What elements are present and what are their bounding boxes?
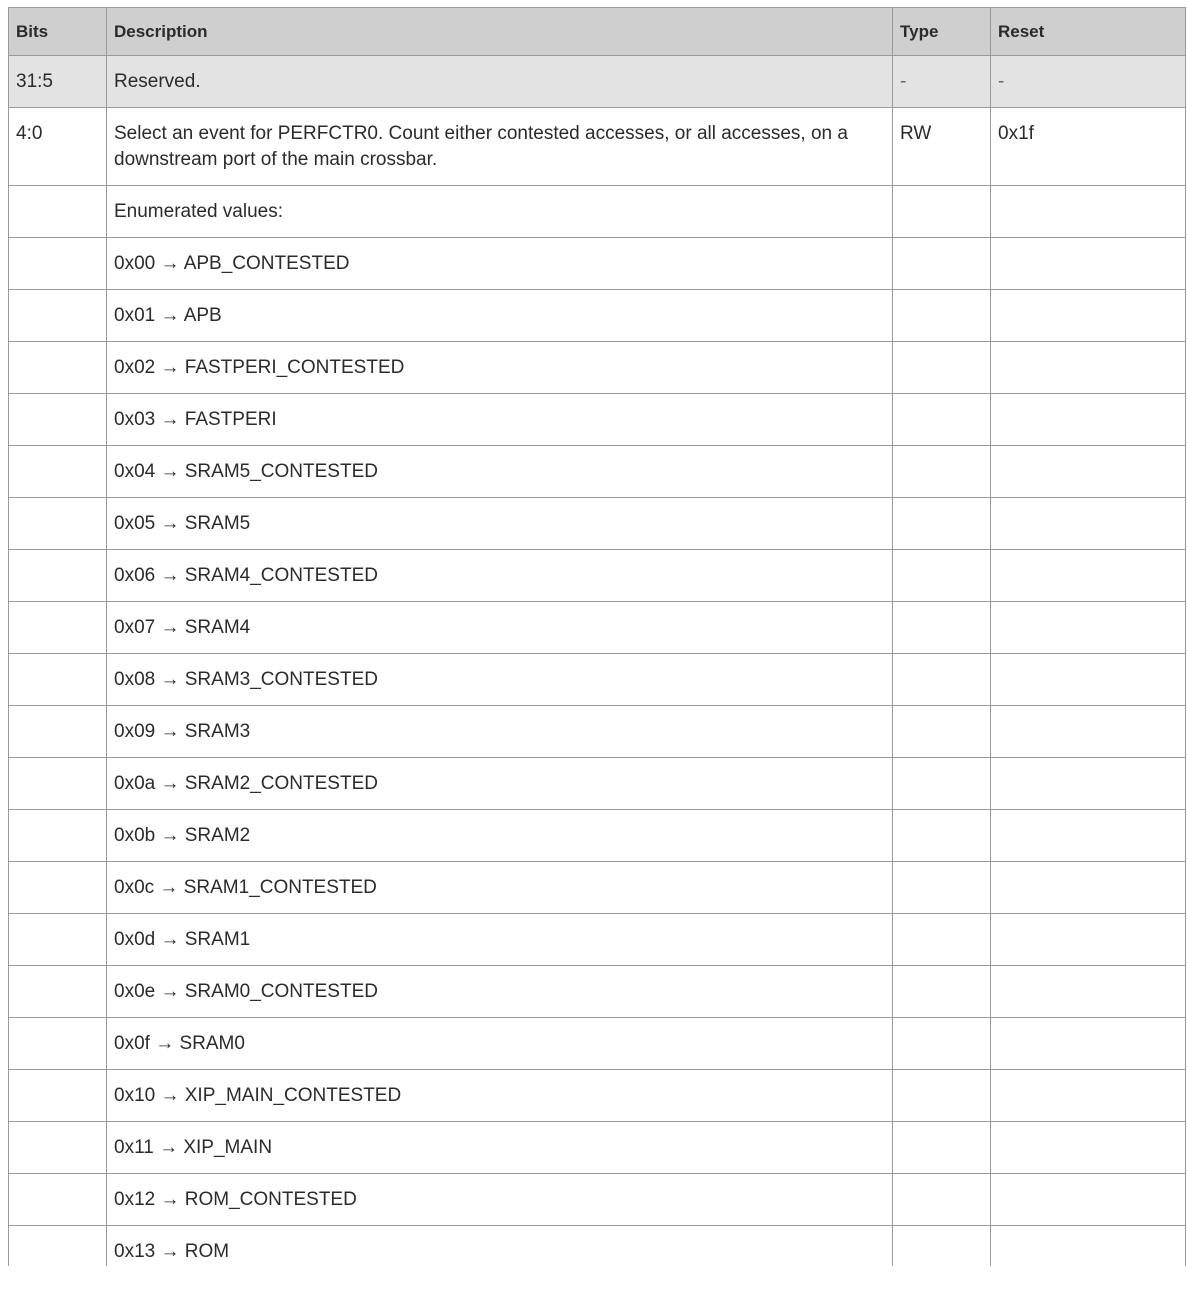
cell-type-empty [893,550,991,602]
cell-bits-empty [9,1122,107,1174]
table-row-enum-value [9,706,1186,758]
table-header-row [9,8,1186,56]
cell-bits-empty [9,862,107,914]
cell-reset-empty [991,602,1186,654]
cell-type-empty [893,810,991,862]
cell-bits-empty [9,758,107,810]
table-row-enum-value [9,1070,1186,1122]
cell-reset-empty [991,394,1186,446]
table-row-enum-value [9,966,1186,1018]
cell-reset-empty [991,1018,1186,1070]
cell-bits-empty [9,186,107,238]
cell-reset-empty [991,186,1186,238]
cell-type-empty [893,1122,991,1174]
cell-type-empty [893,706,991,758]
cell-reset-empty [991,1226,1186,1266]
table-row-enum-value [9,758,1186,810]
table-row-enum-value [9,498,1186,550]
cell-description: Select an event for PERFCTR0. Count either contested accesses, or all accesses, on a downstream port of the main crossbar. [107,108,893,186]
cell-enum-value: 0x0e → SRAM0_CONTESTED [107,966,893,1018]
cell-bits-empty [9,290,107,342]
cell-enum-value: 0x03 → FASTPERI [107,394,893,446]
cell-type-empty [893,862,991,914]
cell-enum-value: 0x13 → ROM [107,1226,893,1266]
cell-enum-intro: Enumerated values: [107,186,893,238]
cell-reset-empty [991,238,1186,290]
cell-bits-empty [9,342,107,394]
table-row-enum-value [9,446,1186,498]
cell-type-empty [893,394,991,446]
cell-enum-value: 0x09 → SRAM3 [107,706,893,758]
cell-reset: 0x1f [991,108,1186,186]
cell-enum-value: 0x11 → XIP_MAIN [107,1122,893,1174]
cell-enum-value: 0x06 → SRAM4_CONTESTED [107,550,893,602]
table-row-enum-value [9,1018,1186,1070]
cell-type-empty [893,758,991,810]
cell-reset-empty [991,550,1186,602]
cell-bits-empty [9,1070,107,1122]
cell-reset-empty [991,966,1186,1018]
cell-enum-value: 0x0f → SRAM0 [107,1018,893,1070]
cell-bits-empty [9,914,107,966]
header-reset: Reset [991,8,1186,56]
cell-bits-empty [9,654,107,706]
cell-reset-empty [991,498,1186,550]
cell-bits-empty [9,238,107,290]
cell-type-empty [893,966,991,1018]
table-row-enum-value [9,810,1186,862]
cell-type-empty [893,654,991,706]
cell-type-empty [893,290,991,342]
cell-type: RW [893,108,991,186]
cell-type-empty [893,1070,991,1122]
cell-enum-value: 0x01 → APB [107,290,893,342]
table-row-enum-value [9,1174,1186,1226]
cell-reset-empty [991,810,1186,862]
cell-bits-empty [9,602,107,654]
cell-type-empty [893,186,991,238]
cell-type-empty [893,238,991,290]
cell-type-empty [893,602,991,654]
cell-description: Reserved. [107,56,893,108]
table-row-enum-value [9,290,1186,342]
cell-type: - [893,56,991,108]
cell-reset-empty [991,290,1186,342]
table-row-field [9,108,1186,186]
cell-bits-empty [9,706,107,758]
table-row-enum-value [9,394,1186,446]
table-row-enum-value [9,238,1186,290]
cell-enum-value: 0x12 → ROM_CONTESTED [107,1174,893,1226]
cell-type-empty [893,1174,991,1226]
cell-enum-value: 0x0c → SRAM1_CONTESTED [107,862,893,914]
cell-enum-value: 0x02 → FASTPERI_CONTESTED [107,342,893,394]
cell-bits-empty [9,498,107,550]
cell-enum-value: 0x07 → SRAM4 [107,602,893,654]
table-row-enum-value [9,602,1186,654]
cell-bits: 4:0 [9,108,107,186]
table-row-reserved [9,56,1186,108]
table-row-enum-value [9,1122,1186,1174]
table-row-enum-value [9,654,1186,706]
cell-enum-value: 0x08 → SRAM3_CONTESTED [107,654,893,706]
cell-reset-empty [991,1174,1186,1226]
cell-enum-value: 0x10 → XIP_MAIN_CONTESTED [107,1070,893,1122]
cell-enum-value: 0x0a → SRAM2_CONTESTED [107,758,893,810]
table-row-enum-value [9,862,1186,914]
header-description: Description [107,8,893,56]
register-field-table [8,7,1186,1266]
cell-bits-empty [9,966,107,1018]
cell-reset: - [991,56,1186,108]
cell-reset-empty [991,914,1186,966]
cell-type-empty [893,1018,991,1070]
table-row-enum-value [9,342,1186,394]
cell-reset-empty [991,862,1186,914]
table-row-enum-value [9,550,1186,602]
cell-reset-empty [991,342,1186,394]
cell-type-empty [893,342,991,394]
cell-enum-value: 0x0d → SRAM1 [107,914,893,966]
cell-type-empty [893,498,991,550]
header-type: Type [893,8,991,56]
cell-enum-value: 0x0b → SRAM2 [107,810,893,862]
cell-reset-empty [991,758,1186,810]
cell-type-empty [893,914,991,966]
cell-bits-empty [9,1226,107,1266]
cell-bits-empty [9,1018,107,1070]
table-row-enum-value [9,1226,1186,1266]
cell-reset-empty [991,654,1186,706]
cell-reset-empty [991,1122,1186,1174]
cell-bits-empty [9,810,107,862]
cell-enum-value: 0x04 → SRAM5_CONTESTED [107,446,893,498]
table-row-enum-value [9,914,1186,966]
cell-bits-empty [9,394,107,446]
cell-bits-empty [9,446,107,498]
cell-reset-empty [991,446,1186,498]
header-bits: Bits [9,8,107,56]
cell-reset-empty [991,1070,1186,1122]
cell-bits-empty [9,550,107,602]
cell-bits-empty [9,1174,107,1226]
cell-enum-value: 0x00 → APB_CONTESTED [107,238,893,290]
cell-reset-empty [991,706,1186,758]
cell-enum-value: 0x05 → SRAM5 [107,498,893,550]
cell-type-empty [893,446,991,498]
cell-type-empty [893,1226,991,1266]
table-row-enum-intro [9,186,1186,238]
cell-bits: 31:5 [9,56,107,108]
